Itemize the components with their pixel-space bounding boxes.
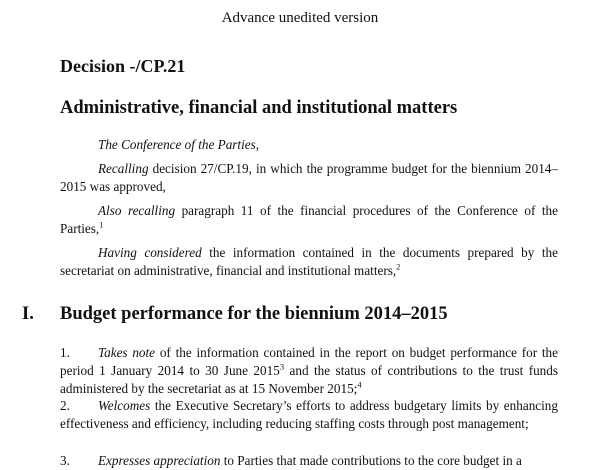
preamble-paragraph-3 bbox=[60, 202, 558, 238]
footnote-ref[interactable]: 2 bbox=[396, 261, 401, 272]
preamble-paragraph-2 bbox=[60, 160, 558, 196]
preamble-text: The Conference of the Parties, bbox=[98, 137, 260, 152]
preamble-text: decision 27/CP.19, in which the programme budget for the biennium 2014–2015 was approved, bbox=[60, 161, 558, 194]
preamble-verb: Also recalling bbox=[98, 203, 176, 218]
section-heading bbox=[22, 304, 448, 325]
operative-verb: Takes note bbox=[98, 345, 156, 360]
operative-text: of the information contained in the report on budget performance for the period 1 January 2014 to 30 June 2015 bbox=[60, 345, 559, 378]
preamble-paragraph-1 bbox=[60, 136, 558, 154]
footnote-ref[interactable]: 3 bbox=[279, 361, 285, 372]
operative-text: to Parties that made contributions to the core budget in a bbox=[220, 453, 522, 468]
footnote-ref[interactable]: 4 bbox=[357, 379, 362, 390]
preamble-verb: Having considered bbox=[98, 245, 202, 260]
operative-text: the Executive Secretary’s efforts to address budgetary limits by enhancing effectiveness and efficiency, including reducing staffing costs through post management; bbox=[60, 398, 558, 431]
version-header: Advance unedited version bbox=[221, 10, 379, 26]
section-number: I. bbox=[22, 304, 34, 324]
decision-title: Administrative, financial and institutional matters bbox=[60, 98, 458, 118]
section-title: Budget performance for the biennium 2014–2015 bbox=[60, 304, 448, 324]
operative-paragraph-2 bbox=[60, 397, 558, 433]
preamble-verb: Recalling bbox=[98, 161, 149, 176]
operative-verb: Welcomes bbox=[98, 398, 151, 413]
paragraph-number: 3. bbox=[60, 453, 70, 468]
preamble-text: the information contained in the documents prepared by the secretariat on administrative, financial and institutional matters, bbox=[60, 245, 558, 278]
operative-paragraph-3 bbox=[60, 452, 558, 470]
footnote-ref[interactable]: 1 bbox=[99, 219, 104, 230]
paragraph-number: 1. bbox=[60, 345, 70, 360]
paragraph-number: 2. bbox=[60, 398, 70, 413]
preamble-paragraph-4 bbox=[60, 244, 558, 280]
decision-number: Decision -/CP.21 bbox=[60, 56, 186, 76]
operative-paragraph-1 bbox=[60, 344, 558, 398]
operative-verb: Expresses appreciation bbox=[98, 453, 221, 468]
operative-text: and the status of contributions to the trust funds administered by the secretariat as at 15 November 2015; bbox=[60, 363, 558, 396]
preamble-text: paragraph 11 of the financial procedures of the Conference of the Parties, bbox=[60, 203, 558, 236]
